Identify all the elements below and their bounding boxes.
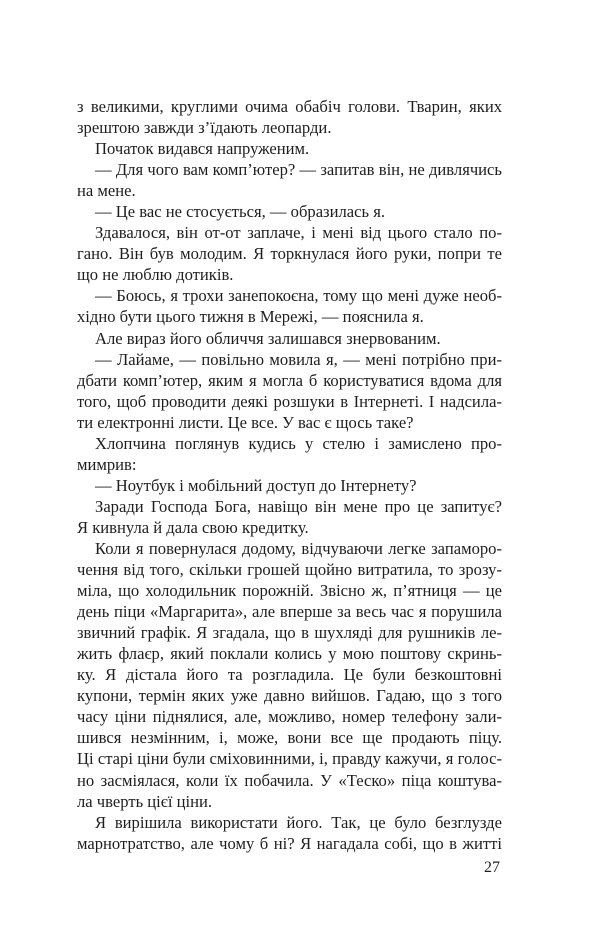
text-line: Я кивнула й дала свою кредитку. bbox=[77, 517, 309, 537]
text-line: день піци «Маргарита», але вперше за весь час я порушила bbox=[77, 602, 502, 622]
text-line: Коли я повернулася додому, відчуваючи легке запаморо- bbox=[95, 538, 502, 558]
text-line: купони, термін яких уже давно вийшов. Гадаю, що з того bbox=[77, 686, 502, 706]
text-line: но засміялася, коли їх побачила. У «Теско» піца коштува- bbox=[77, 770, 502, 790]
text-line: ла чверть цієї ціни. bbox=[77, 791, 213, 811]
text-line: Хлопчина поглянув кудись у стелю і замислено про- bbox=[95, 433, 502, 453]
page-number: 27 bbox=[484, 859, 500, 876]
text-line: — Це вас не стосується, — образилась я. bbox=[95, 202, 386, 222]
text-line: Початок видався напруженим. bbox=[95, 139, 310, 159]
text-line: що не люблю дотиків. bbox=[77, 265, 234, 285]
text-line: — Для чого вам комп’ютер? — запитав він, не дивлячись bbox=[95, 160, 502, 180]
text-line: марнотратство, але чому б ні? Я нагадала собі, що в житті bbox=[77, 833, 502, 853]
text-line: на мене. bbox=[77, 181, 136, 201]
text-line: жить флаєр, який поклали колись у мою поштову скринь- bbox=[77, 644, 502, 664]
text-line: дбати комп’ютер, яким я могла б користуватися вдома для bbox=[77, 370, 502, 390]
text-line: гано. Він був молодим. Я торкнулася його руки, попри те bbox=[77, 244, 502, 264]
text-line: шився незмінним, і, може, вони все ще продають піцу. bbox=[77, 728, 502, 748]
text-line: ку. Я дістала його та розгладила. Це були безкоштовні bbox=[77, 665, 502, 685]
body-text bbox=[77, 96, 502, 854]
text-line: Але вираз його обличчя залишався знервованим. bbox=[95, 328, 441, 348]
text-line: мимрив: bbox=[77, 454, 137, 474]
text-line: — Лайаме, — повільно мовила я, — мені потрібно при- bbox=[95, 349, 502, 369]
text-line: Ці старі ціни були сміховинними, і, правду кажучи, я голос- bbox=[77, 749, 502, 769]
text-line: — Ноутбук і мобільний доступ до Інтернету? bbox=[95, 475, 417, 495]
text-line: Я вирішила використати його. Так, це було безглузде bbox=[95, 812, 502, 832]
text-line: з великими, круглими очима обабіч голови. Тварин, яких bbox=[77, 97, 502, 116]
text-line: часу ціни піднялися, але, можливо, номер телефону зали- bbox=[77, 707, 502, 727]
text-line: того, щоб проводити деякі розшуки в Інтернеті. І надсила- bbox=[77, 391, 502, 411]
text-line: хідно бути цього тижня в Мережі, — пояснила я. bbox=[77, 307, 424, 327]
text-line: зрештою завжди з’їдають леопарди. bbox=[77, 118, 332, 138]
text-line: звичний графік. Я згадала, що в шухляді для рушників ле- bbox=[77, 623, 502, 643]
text-line: міла, що холодильник порожній. Звісно ж, п’ятниця — це bbox=[77, 581, 502, 601]
text-line: — Боюсь, я трохи занепокоєна, тому що мені дуже необ- bbox=[95, 286, 502, 306]
text-line: ти електронні листи. Це все. У вас є щось таке? bbox=[77, 412, 414, 432]
text-line: Заради Господа Бога, навіщо він мене про це запитує? bbox=[95, 496, 502, 516]
text-line: чення від того, скільки грошей щойно витратила, то зрозу- bbox=[77, 560, 502, 580]
text-line: Здавалося, він от-от заплаче, і мені від цього стало по- bbox=[95, 223, 502, 243]
